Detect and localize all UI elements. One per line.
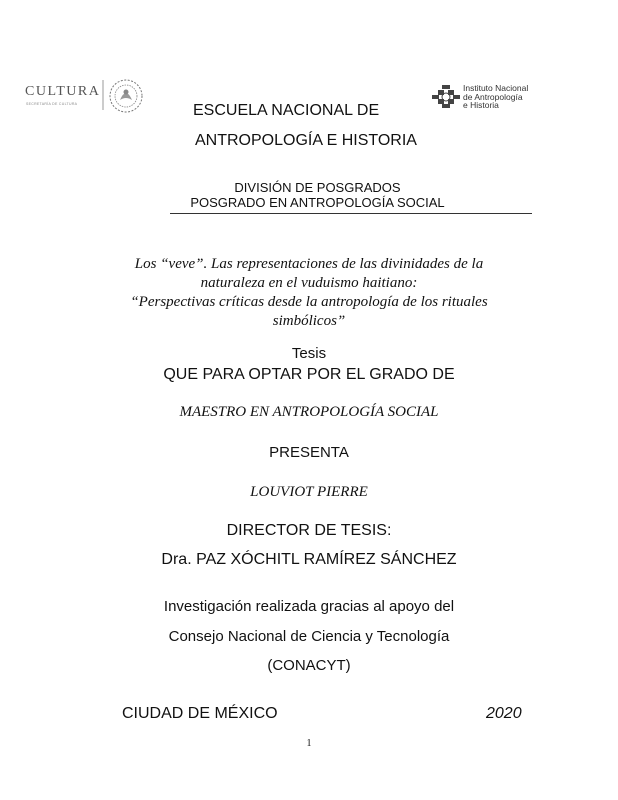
inah-logo [430,83,550,115]
mexico-seal-icon [108,78,144,114]
tesis-label: Tesis [291,345,327,362]
division-label: DIVISIÓN DE POSGRADOS [234,180,401,195]
inah-line: Instituto Nacional [463,83,529,93]
cultura-subtitle: SECRETARÍA DE CULTURA [26,102,78,106]
degree-name: MAESTRO EN ANTROPOLOGÍA SOCIAL [179,404,439,420]
thesis-title-line3: “Perspectivas críticas desde la antropología de los rituales [130,294,488,310]
header-divider [170,213,532,214]
page-number: 1 [306,738,312,749]
school-name-line1: ESCUELA NACIONAL DE [193,102,380,119]
funding-line2: Consejo Nacional de Ciencia y Tecnología [168,628,450,645]
inah-emblem-icon [430,83,462,111]
degree-intro: QUE PARA OPTAR POR EL GRADO DE [163,366,455,383]
cultura-logo [22,78,152,118]
program-label: POSGRADO EN ANTROPOLOGÍA SOCIAL [190,195,445,210]
thesis-title-line4: simbólicos” [272,313,346,329]
school-name-line2: ANTROPOLOGÍA E HISTORIA [195,132,417,149]
year-label: 2020 [486,705,522,722]
director-label: DIRECTOR DE TESIS: [226,522,392,539]
city-label: CIUDAD DE MÉXICO [122,705,278,722]
inah-name [463,84,528,110]
funding-line1: Investigación realizada gracias al apoyo del [163,598,455,615]
author-name: LOUVIOT PIERRE [250,484,368,500]
director-name: Dra. PAZ XÓCHITL RAMÍREZ SÁNCHEZ [161,551,457,568]
thesis-title-line1: Los “veve”. Las representaciones de las divinidades de la [134,256,484,272]
presenta-label: PRESENTA [269,444,349,461]
cultura-wordmark: CULTURA [25,84,101,99]
inah-line: de Antropología [463,91,523,102]
inah-line: e Historia [463,100,499,110]
funding-line3: (CONACYT) [267,657,351,674]
logo-divider [102,80,104,110]
thesis-title-line2: naturaleza en el vuduismo haitiano: [200,275,418,291]
